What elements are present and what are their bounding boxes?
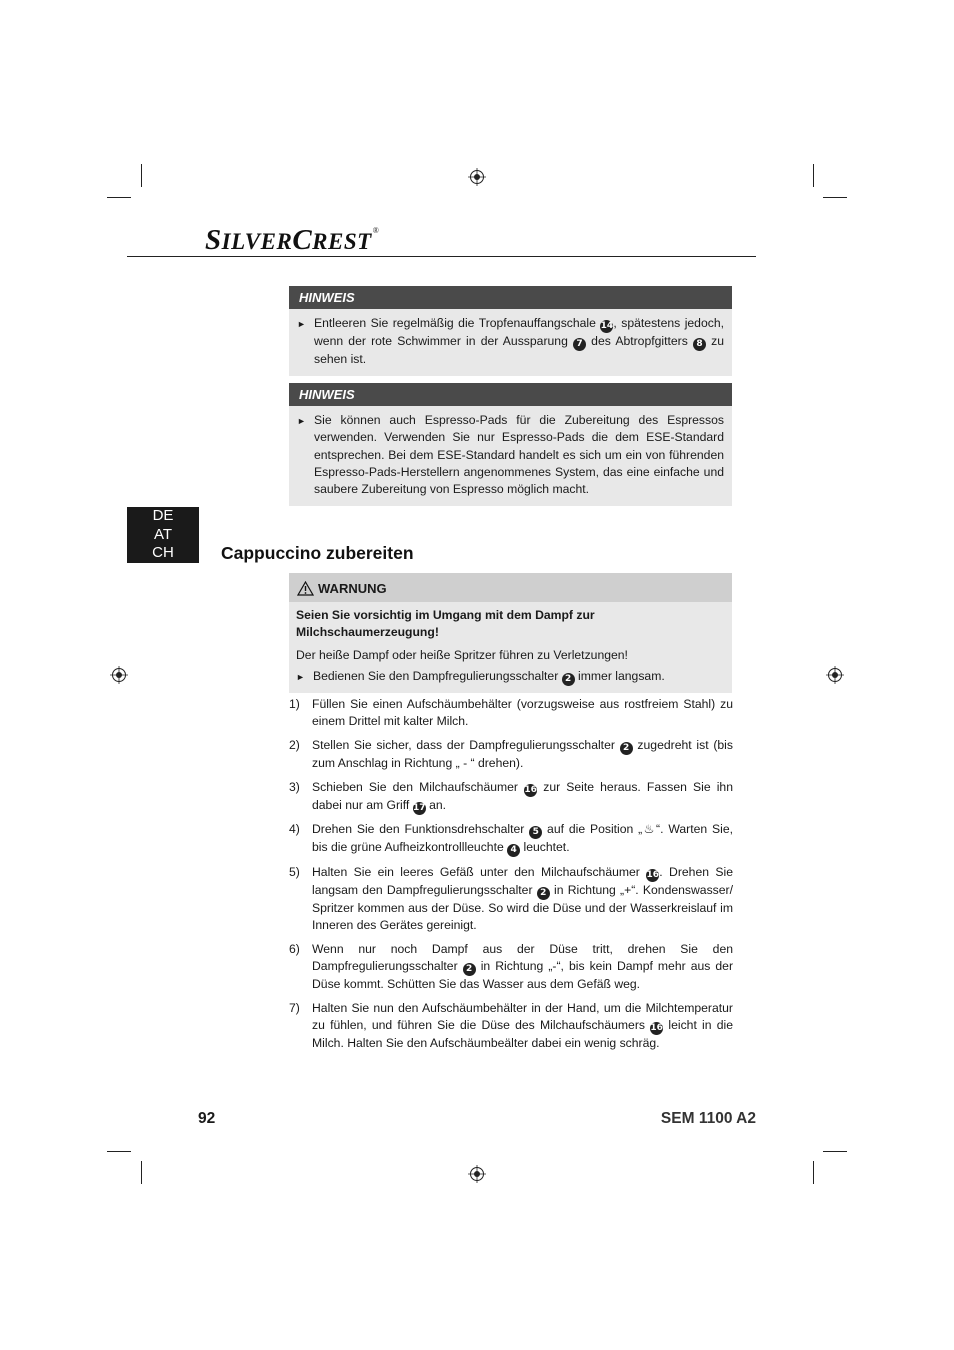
- instruction-step: [289, 779, 733, 815]
- notice-box-1: [289, 286, 732, 376]
- part-number-badge: 16: [646, 869, 660, 880]
- step-text: Wenn nur noch Dampf aus der Düse tritt, drehen Sie den Dampfregulierungsschalter 2 in Richtung „-“, bis kein Dampf mehr aus der Düse kommt. Schütten Sie das Wasser aus dem Gefäß weg.: [312, 941, 733, 992]
- step-text: Halten Sie nun den Aufschäumbehälter in der Hand, um die Milchtemperatur zu fühlen, und führen Sie die Düse des Milchaufschäumers 16 leicht in die Milch. Halten Sie den Aufschäumbeälter dabei ein wenig schräg.: [312, 1001, 734, 1051]
- part-number-badge: 16: [650, 1023, 663, 1034]
- notice-bullet: [297, 315, 724, 368]
- triangle-right-icon: ►: [296, 671, 305, 682]
- part-number-badge: 2: [562, 673, 575, 686]
- step-text: Stellen Sie sicher, dass der Dampfregulierungsschalter 2 zugedreht ist (bis zum Anschlag in Richtung „ - “ drehen).: [312, 738, 733, 771]
- step-number: 7): [289, 1001, 300, 1016]
- part-number-badge: 7: [573, 338, 586, 351]
- warning-heading: WARNUNG: [289, 573, 732, 602]
- registration-mark-icon: [468, 168, 486, 186]
- part-number-badge: 2: [463, 963, 476, 976]
- triangle-right-icon: ►: [297, 416, 306, 426]
- instruction-step: [289, 864, 733, 935]
- part-number-badge: 5: [529, 826, 542, 839]
- warning-bullet: [296, 668, 724, 686]
- instruction-step: [289, 941, 733, 994]
- triangle-right-icon: ►: [297, 319, 306, 329]
- notice-text: Sie können auch Espresso-Pads für die Zubereitung des Espressos verwenden. Verwenden Sie nur Espresso-Pads die dem ESE-Standard entsprechen. Bei dem ESE-Standard handelt es sich um ein von führenden Espresso-Pads-Herstellern angenommenes System, das eine einfache und saubere Zubereitung von Espresso möglich macht.: [314, 413, 724, 497]
- notice-heading: HINWEIS: [289, 286, 732, 309]
- step-number: 1): [289, 697, 300, 711]
- registration-mark-icon: [468, 1165, 486, 1183]
- part-number-badge: 8: [693, 338, 706, 351]
- notice-heading: HINWEIS: [289, 383, 732, 406]
- registration-mark-icon: [110, 666, 128, 684]
- step-text: Halten Sie ein leeres Gefäß unter den Milchaufschäumer 16. Drehen Sie langsam den Dampfregulierungsschalter 2 in Richtung „+“. Kondenswasser/ Spritzer kommen aus der Düse. So wird die Düse und der Wasserkreislauf im Inneren des Gerätes gereinigt.: [312, 864, 734, 933]
- part-number-badge: 2: [537, 887, 550, 900]
- crop-mark: [141, 164, 142, 187]
- crop-mark: [813, 164, 814, 187]
- registration-mark-icon: [826, 666, 844, 684]
- part-number-badge: 14: [600, 321, 614, 331]
- language-code: AT: [153, 525, 173, 543]
- instruction-step: [289, 696, 733, 731]
- step-number: 4): [289, 822, 300, 837]
- notice-bullet: [297, 412, 724, 498]
- step-number: 5): [289, 864, 300, 879]
- instruction-step: [289, 737, 733, 772]
- model-number: SEM 1100 A2: [660, 1110, 756, 1127]
- warning-bold-text: Seien Sie vorsichtig im Umgang mit dem Dampf zur Milchschaumerzeugung!: [296, 608, 595, 640]
- section-title: Cappuccino zubereiten: [221, 543, 414, 563]
- crop-mark: [823, 1151, 847, 1152]
- crop-mark: [141, 1161, 142, 1184]
- part-number-badge: 4: [507, 844, 520, 857]
- language-code: DE: [152, 507, 174, 524]
- instruction-steps: [289, 696, 733, 1059]
- notice-text: Entleeren Sie regelmäßig die Tropfenauffangschale 14, spätestens jedoch, wenn der rote Schwimmer in der Aussparung 7 des Abtropfgitters 8 zu sehen ist.: [314, 316, 725, 366]
- instruction-step: [289, 1000, 733, 1053]
- warning-triangle-icon: [297, 581, 314, 596]
- crop-mark: [813, 1161, 814, 1184]
- step-text: Schieben Sie den Milchaufschäumer 16 zur Seite heraus. Fassen Sie ihn dabei nur am Griff 17 an.: [312, 779, 733, 813]
- part-number-badge: 16: [524, 784, 537, 795]
- page-number: 92: [198, 1110, 216, 1127]
- step-number: 6): [289, 941, 300, 956]
- part-number-badge: 17: [412, 802, 426, 813]
- crop-mark: [823, 197, 847, 198]
- header-rule: [127, 256, 756, 257]
- warning-text: Der heiße Dampf oder heiße Spritzer führen zu Verletzungen!: [296, 647, 628, 662]
- step-number: 3): [289, 779, 300, 794]
- crop-mark: [107, 197, 131, 198]
- warning-box: [289, 573, 732, 693]
- brand-logo: SILVERCREST®: [205, 224, 380, 256]
- notice-box-2: [289, 383, 732, 506]
- instruction-step: [289, 821, 733, 857]
- language-tab: [127, 507, 199, 563]
- language-code: CH: [152, 544, 174, 561]
- crop-mark: [107, 1151, 131, 1152]
- part-number-badge: 2: [620, 742, 633, 755]
- step-text: Füllen Sie einen Aufschäumbehälter (vorzugsweise aus rostfreiem Stahl) zu einem Drittel mit kalter Milch.: [312, 697, 733, 729]
- step-text: Drehen Sie den Funktionsdrehschalter 5 auf die Position „♨“. Warten Sie, bis die grüne Aufheizkontrollleuchte 4 leuchtet.: [312, 822, 733, 856]
- step-number: 2): [289, 738, 300, 753]
- warning-bullet-text: Bedienen Sie den Dampfregulierungsschalter 2 immer langsam.: [313, 668, 665, 684]
